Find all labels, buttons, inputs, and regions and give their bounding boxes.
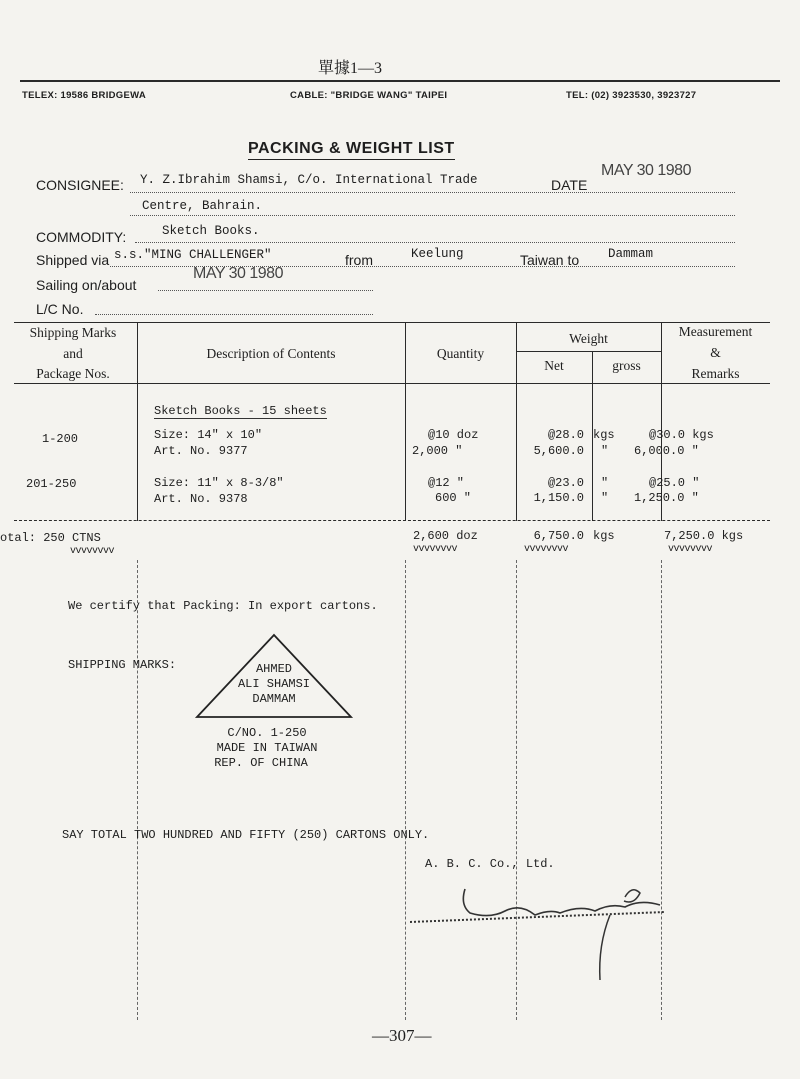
lc-rule [95, 314, 373, 315]
mark-country: REP. OF CHINA [214, 756, 308, 770]
column-trace-1 [137, 560, 138, 1020]
telex-number: TELEX: 19586 BRIDGEWA [22, 90, 147, 101]
sailing-date: MAY 30 1980 [193, 265, 283, 282]
row-1-art-no: Art. No. 9377 [154, 444, 248, 458]
shipped-via-label: Shipped via [36, 252, 110, 268]
row-1-gross-per-carton: @30.0 kgs [649, 428, 714, 442]
sailing-rule [158, 290, 373, 291]
date-label: DATE [551, 177, 588, 193]
row-2-package-nos: 201-250 [26, 477, 77, 491]
total-net-unit: kgs [593, 529, 615, 543]
header-weight: Weight [569, 331, 608, 346]
packing-certification: We certify that Packing: In export cartons. [68, 599, 378, 613]
consignee-label: CONSIGNEE: [36, 177, 124, 193]
total-gross-underline: vvvvvvvv [668, 544, 713, 555]
port-of-loading: Keelung [411, 247, 464, 261]
port-of-destination: Dammam [608, 247, 654, 261]
commodity-rule [135, 242, 735, 243]
header-remarks: Remarks [691, 366, 740, 381]
page-number: —307— [372, 1026, 432, 1045]
product-heading: Sketch Books - 15 sheets [154, 404, 327, 418]
row-2-net-total: 1,150.0 [533, 491, 584, 505]
cable-address: CABLE: "BRIDGE WANG" TAIPEI [290, 90, 448, 101]
shipping-mark-triangle [194, 632, 354, 720]
consignee-rule-1 [130, 192, 735, 193]
row-1-qty-per-carton: @10 doz [428, 428, 479, 442]
consignee-rule-2 [130, 215, 735, 216]
vessel-name: s.s."MING CHALLENGER" [114, 248, 272, 262]
consignee-line-1: Y. Z.Ibrahim Shamsi, C/o. International Trade [140, 173, 478, 187]
commodity-value: Sketch Books. [162, 224, 260, 238]
mark-made-in: MADE IN TAIWAN [216, 741, 318, 755]
header-and: and [63, 346, 83, 361]
header-net: Net [544, 358, 564, 373]
page-reference: 單據1—3 [318, 60, 383, 77]
mark-line-2: ALI SHAMSI [237, 677, 310, 691]
header-quantity: Quantity [436, 346, 485, 361]
row-2-size: Size: 11" x 8-3/8" [154, 476, 284, 490]
row-1-net-unit: kgs [593, 428, 615, 442]
total-cartons-underline: vvvvvvvv [70, 546, 115, 557]
row-2-gross-per-carton: @25.0 " [649, 476, 700, 490]
lc-number-label: L/C No. [36, 301, 84, 317]
header-measurement: Measurement [678, 324, 753, 339]
header-shipping-marks: Shipping Marks [29, 325, 117, 340]
mark-line-3: DAMMAM [252, 692, 296, 706]
row-1-net-unit-ditto: " [601, 444, 609, 458]
taiwan-to-label: Taiwan to [520, 252, 580, 268]
row-2-qty-total: 600 " [435, 491, 472, 505]
header-ampersand: & [710, 345, 721, 360]
row-2-qty-per-carton: @12 " [428, 476, 465, 490]
row-2-art-no: Art. No. 9378 [154, 492, 248, 506]
shipping-marks-label: SHIPPING MARKS: [68, 658, 177, 672]
row-1-net-per-carton: @28.0 [547, 428, 584, 442]
total-quantity-underline: vvvvvvvv [413, 544, 458, 555]
table-top-rule [14, 322, 770, 323]
row-2-gross-total: 1,250.0 " [634, 491, 699, 505]
commodity-label: COMMODITY: [36, 229, 127, 245]
table-header-rule [14, 383, 770, 384]
row-2-net-per-carton: @23.0 [547, 476, 584, 490]
row-1-size: Size: 14" x 10" [154, 428, 263, 442]
column-trace-2 [405, 560, 406, 1020]
date-value: MAY 30 1980 [601, 162, 691, 179]
header-package-nos: Package Nos. [36, 366, 110, 381]
total-net-weight: 6,750.0 [533, 529, 584, 543]
row-1-package-nos: 1-200 [42, 432, 79, 446]
from-label: from [345, 252, 373, 268]
signature-image [410, 875, 670, 995]
header-gross: gross [612, 358, 641, 373]
sailing-label: Sailing on/about [36, 277, 137, 293]
table-total-rule [14, 520, 770, 521]
company-name: A. B. C. Co., Ltd. [425, 857, 555, 871]
total-net-underline: vvvvvvvv [524, 544, 569, 555]
total-quantity: 2,600 doz [413, 529, 478, 543]
letterhead-rule-top [20, 80, 780, 82]
consignee-line-2: Centre, Bahrain. [142, 199, 263, 213]
row-1-net-total: 5,600.0 [533, 444, 584, 458]
row-1-qty-total: 2,000 " [412, 444, 463, 458]
total-in-words: SAY TOTAL TWO HUNDRED AND FIFTY (250) CARTONS ONLY. [62, 828, 430, 842]
mark-carton-nos: C/NO. 1-250 [227, 726, 307, 740]
document-title: PACKING & WEIGHT LIST [248, 140, 455, 160]
row-2-net-unit-ditto: " [601, 491, 609, 505]
weight-subheader-rule [516, 351, 661, 352]
row-1-gross-total: 6,000.0 " [634, 444, 699, 458]
mark-line-1: AHMED [255, 662, 292, 676]
total-gross-weight: 7,250.0 kgs [664, 529, 744, 543]
total-cartons: otal: 250 CTNS [0, 531, 101, 545]
header-description: Description of Contents [206, 346, 336, 361]
row-2-net-unit: " [601, 476, 609, 490]
telephone-numbers: TEL: (02) 3923530, 3923727 [566, 90, 697, 101]
column-divider-3 [516, 322, 517, 521]
